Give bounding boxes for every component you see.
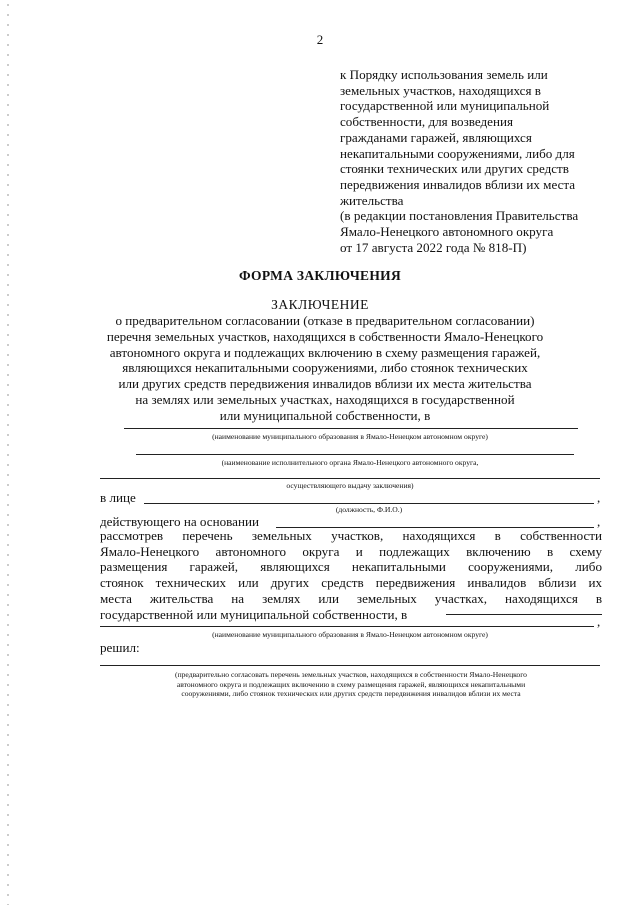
footnote-line: автономного округа и подлежащих включению в схему размещения гаражей, являющихся некапитальными bbox=[176, 679, 526, 689]
decision-caption bbox=[100, 670, 602, 699]
conclusion-line: или других средств передвижения инвалидов вблизи их места жительства bbox=[118, 376, 532, 392]
executive-body-field-line-2[interactable] bbox=[100, 478, 600, 479]
scan-edge-dots bbox=[6, 0, 10, 905]
municipality-caption: (наименование муниципального образования в Ямало-Ненецком автономном округе) bbox=[212, 432, 488, 441]
appendix-line: к Порядку использования земель или bbox=[340, 67, 548, 82]
acting-basis-label: действующего на основании bbox=[100, 514, 260, 529]
paragraph-line: рассмотрев перечень земельных участков, находящихся в собственности bbox=[100, 528, 602, 543]
decided-label: решил: bbox=[100, 640, 140, 655]
footnote-line: (предварительно согласовать перечень земельных участков, находящихся в собственности Ямало-Ненецкого bbox=[175, 670, 527, 679]
paragraph-line: государственной или муниципальной собственности, в bbox=[100, 606, 408, 622]
acting-basis-comma: , bbox=[597, 514, 601, 529]
executive-body-field-line[interactable] bbox=[136, 454, 574, 455]
form-title: ФОРМА ЗАКЛЮЧЕНИЯ bbox=[239, 268, 401, 283]
conclusion-line: о предварительном согласовании (отказе в предварительном согласовании) bbox=[115, 313, 535, 328]
paragraph-line: места жительства на землях или земельных участках, находящихся в bbox=[100, 590, 602, 606]
executive-body-caption: (наименование исполнительного органа Ямало-Ненецкого автономного округа, bbox=[221, 458, 479, 467]
conclusion-line: на землях или земельных участках, находящихся в государственной bbox=[135, 391, 515, 407]
in-person-comma: , bbox=[597, 490, 601, 505]
appendix-line: собственности, для возведения bbox=[340, 114, 514, 130]
considered-paragraph bbox=[100, 528, 602, 622]
appendix-line: стоянки технических или других средств bbox=[340, 161, 569, 177]
conclusion-line: перечня земельных участков, находящихся в собственности Ямало-Ненецкого bbox=[106, 328, 544, 344]
appendix-line: (в редакции постановления Правительства bbox=[340, 208, 579, 224]
appendix-line: передвижения инвалидов вблизи их места bbox=[340, 176, 576, 192]
paragraph-line: стоянок технических или других средств передвижения инвалидов вблизи их bbox=[100, 575, 602, 591]
municipality-comma: , bbox=[597, 614, 601, 629]
position-caption: (должность, Ф.И.О.) bbox=[335, 505, 403, 514]
decision-field-line[interactable] bbox=[100, 665, 600, 666]
municipality-field-line-2[interactable] bbox=[100, 626, 594, 627]
appendix-line: жительства bbox=[340, 192, 404, 208]
appendix-line: земельных участков, находящихся в bbox=[340, 82, 541, 98]
appendix-line: государственной или муниципальной bbox=[340, 98, 550, 114]
conclusion-line: автономного округа и подлежащих включению в схему размещения гаражей, bbox=[109, 344, 541, 360]
appendix-line: Ямало-Ненецкого автономного округа bbox=[340, 224, 554, 240]
municipality-caption-2: (наименование муниципального образования в Ямало-Ненецком автономном округе) bbox=[212, 630, 488, 639]
issuing-caption: осуществляющего выдачу заключения) bbox=[286, 481, 414, 490]
conclusion-title: ЗАКЛЮЧЕНИЕ bbox=[271, 297, 369, 312]
conclusion-line: или муниципальной собственности, в bbox=[219, 407, 431, 423]
paragraph-line: Ямало-Ненецкого автономного округа и подлежащих включению в схему bbox=[100, 543, 602, 559]
appendix-line: гражданами гаражей, являющихся bbox=[340, 129, 532, 145]
footnote-line: сооружениями, либо стоянок технических или других средств передвижения инвалидов вблизи их места bbox=[181, 689, 521, 699]
appendix-line: некапитальными сооружениями, либо для bbox=[340, 145, 575, 161]
conclusion-subject bbox=[90, 313, 560, 424]
conclusion-line: являющихся некапитальными сооружениями, либо стоянок технических bbox=[122, 360, 528, 376]
municipality-inline-field-line[interactable] bbox=[446, 614, 602, 615]
page-number: 2 bbox=[316, 32, 324, 47]
paragraph-line: размещения гаражей, являющихся некапитальными сооружениями, либо bbox=[100, 559, 602, 575]
appendix-reference bbox=[340, 67, 610, 255]
in-person-field-line[interactable] bbox=[144, 503, 594, 504]
in-person-label: в лице bbox=[100, 490, 136, 505]
appendix-line: от 17 августа 2022 года № 818-П) bbox=[340, 239, 527, 255]
municipality-field-line[interactable] bbox=[124, 428, 578, 429]
